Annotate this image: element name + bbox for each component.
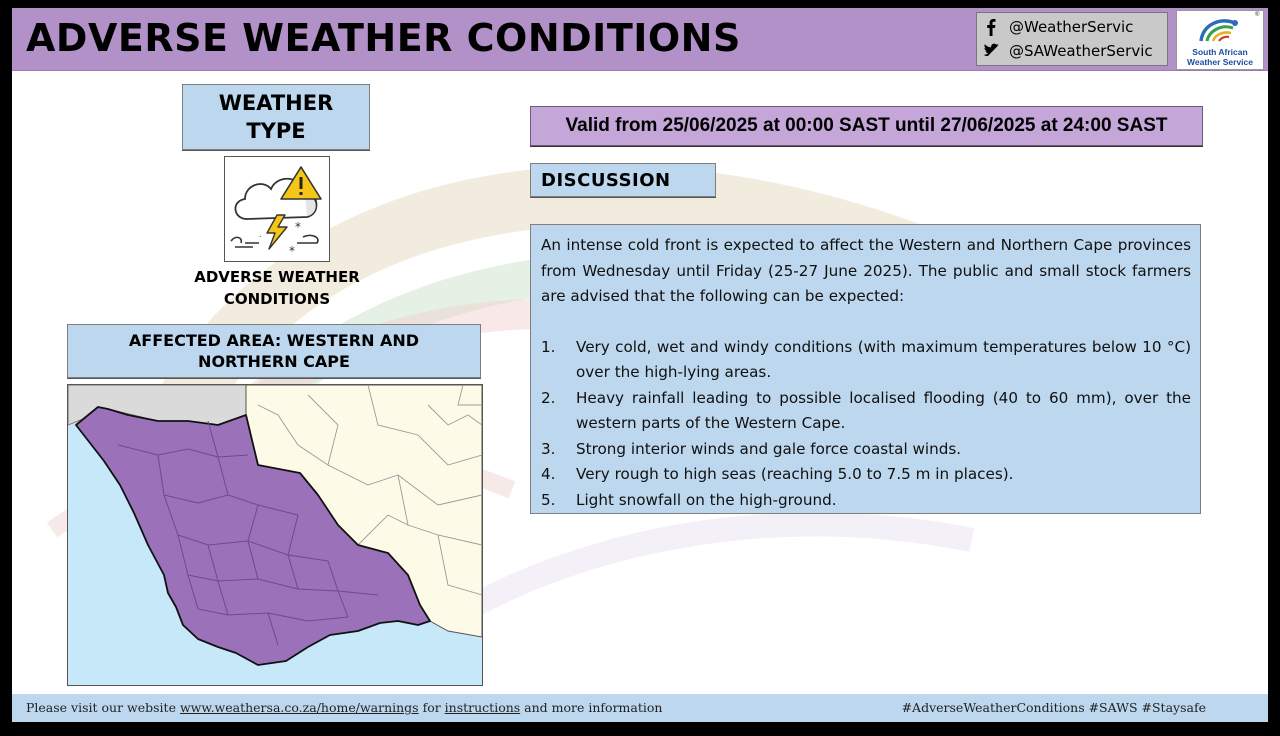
facebook-icon xyxy=(983,18,999,36)
weather-type-line-2: TYPE xyxy=(246,119,306,143)
twitter-handle: @SAWeatherServic xyxy=(1009,42,1153,60)
validity-banner: Valid from 25/06/2025 at 00:00 SAST until 27/06/2025 at 24:00 SAST xyxy=(530,106,1203,146)
footer-prefix: Please visit our website xyxy=(26,700,180,715)
footer-hashtags: #AdverseWeatherConditions #SAWS #Staysafe xyxy=(901,700,1206,715)
discussion-body xyxy=(530,224,1201,514)
caption-line-2: CONDITIONS xyxy=(223,290,331,308)
social-handles-box xyxy=(976,12,1168,66)
list-item-text: Heavy rainfall leading to possible localised flooding (40 to 60 mm), over the western parts of the Western Cape. xyxy=(576,388,1191,432)
map-graphic xyxy=(68,385,482,685)
page-title: ADVERSE WEATHER CONDITIONS xyxy=(26,16,741,60)
list-item-number: 4. xyxy=(541,465,556,483)
discussion-heading: DISCUSSION xyxy=(530,163,716,197)
list-item xyxy=(541,386,1191,437)
logo-line-2: Weather Service xyxy=(1187,57,1253,67)
footer-middle: for xyxy=(418,700,445,715)
instructions-link[interactable]: instructions xyxy=(444,700,521,715)
warning-slide xyxy=(12,8,1268,722)
twitter-bird-icon xyxy=(983,42,999,60)
logo-line-1: South African xyxy=(1192,47,1248,57)
footer-bar xyxy=(12,694,1268,722)
facebook-row[interactable] xyxy=(983,15,1133,39)
list-item-number: 5. xyxy=(541,490,556,509)
list-item xyxy=(541,437,1191,463)
saws-logo-emblem xyxy=(1177,11,1263,47)
title-bar xyxy=(12,8,1268,71)
saws-logo[interactable] xyxy=(1176,10,1264,70)
list-item-number: 3. xyxy=(541,439,556,458)
list-item-number: 1. xyxy=(541,337,556,356)
registered-mark: ® xyxy=(1255,12,1260,18)
list-item-text: Light snowfall on the high-ground. xyxy=(576,490,837,509)
svg-text:*: * xyxy=(289,244,295,258)
list-item xyxy=(541,462,1191,488)
affected-area-heading xyxy=(67,324,481,378)
discussion-list xyxy=(541,335,1191,514)
caption-line-1: ADVERSE WEATHER xyxy=(194,268,360,286)
list-item-text: Strong interior winds and gale force coastal winds. xyxy=(576,439,962,458)
footer-website-note xyxy=(26,694,662,722)
facebook-handle: @WeatherServic xyxy=(1009,18,1134,36)
affected-area-line-1: AFFECTED AREA: WESTERN AND xyxy=(128,331,420,350)
footer-suffix: and more information xyxy=(520,700,663,715)
weather-type-caption xyxy=(152,266,402,310)
warnings-link[interactable]: www.weathersa.co.za/home/warnings xyxy=(179,700,419,715)
saws-logo-text xyxy=(1177,47,1263,67)
twitter-row[interactable] xyxy=(983,39,1153,63)
list-item xyxy=(541,335,1191,386)
affected-area-line-2: NORTHERN CAPE xyxy=(198,352,350,371)
svg-text:.: . xyxy=(259,230,262,239)
list-item-text: Very rough to high seas (reaching 5.0 to 7.5 m in places). xyxy=(576,465,1014,483)
list-item xyxy=(541,488,1191,514)
svg-text:*: * xyxy=(295,220,301,234)
affected-area-map xyxy=(67,384,483,686)
weather-type-line-1: WEATHER xyxy=(218,91,334,115)
weather-type-icon-box xyxy=(224,156,330,262)
storm-cloud-warning-icon xyxy=(225,157,329,261)
list-item-text: Very cold, wet and windy conditions (with maximum temperatures below 10 °C) over the high-lying areas. xyxy=(576,337,1191,381)
weather-type-heading xyxy=(182,84,370,150)
list-item-number: 2. xyxy=(541,388,556,407)
discussion-intro: An intense cold front is expected to affect the Western and Northern Cape provinces from Wednesday until Friday (25-27 June 2025). The public and small stock farmers are advised that the following can be expected: xyxy=(541,236,1191,305)
